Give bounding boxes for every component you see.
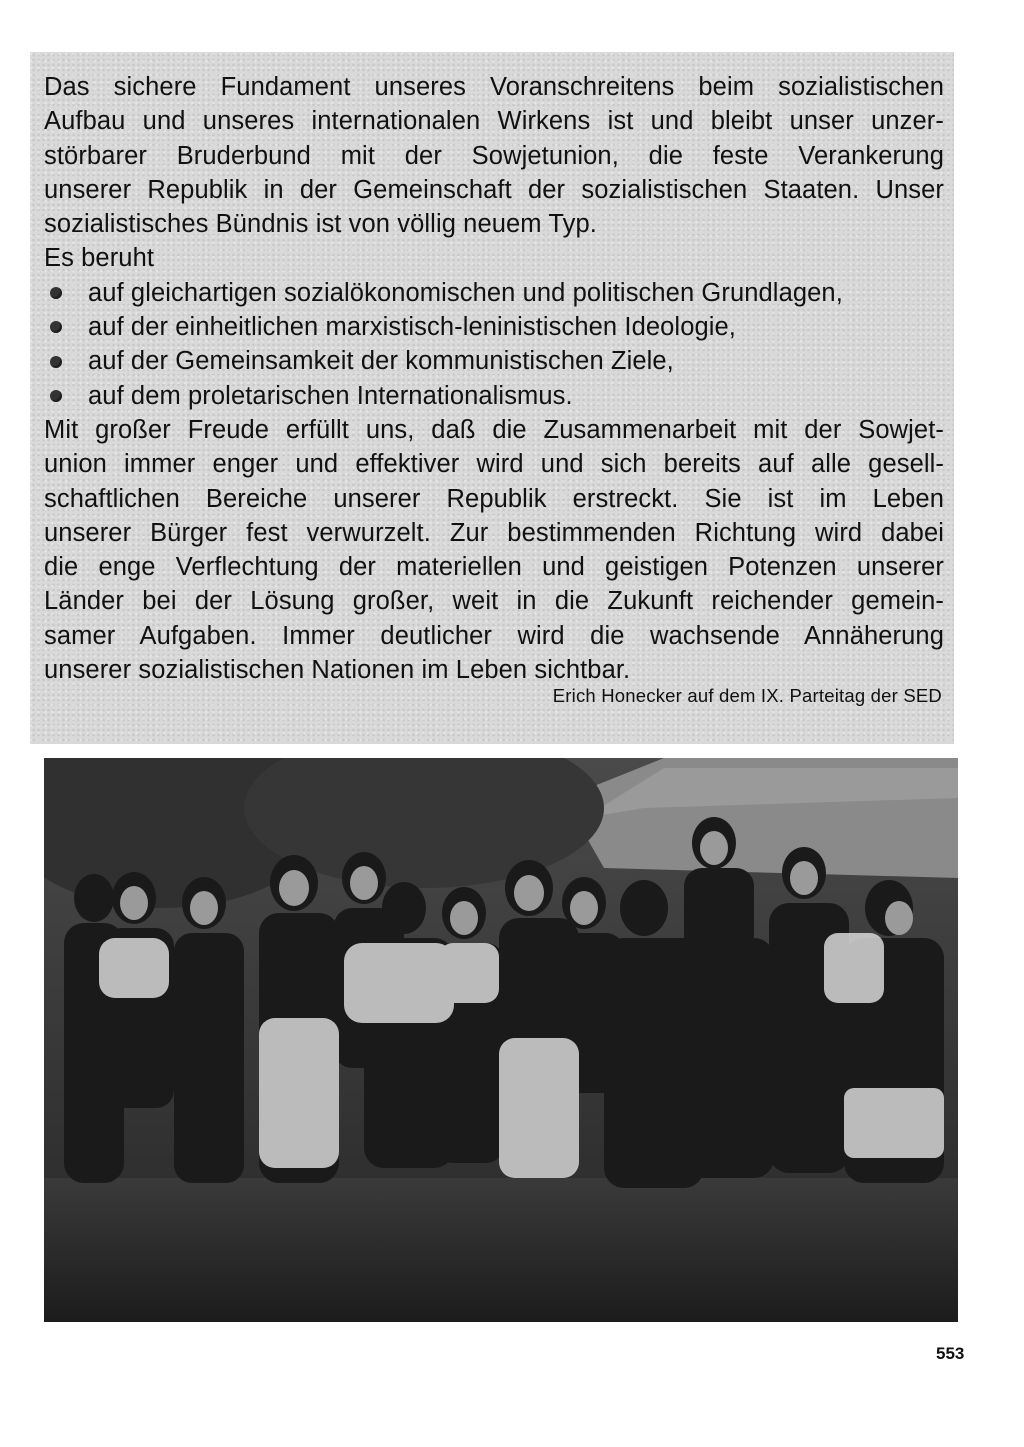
quote-line: unserer sozialistischen Nationen im Leben sichtbar. [44,656,631,685]
group-photo-illustration [44,758,958,1322]
list-intro: Es beruht [44,244,155,273]
quote-line: schaftlichen Bereiche unserer Republik erstreckt. Sie ist im Leben [44,484,944,513]
quote-text [44,70,944,687]
quote-line: unserer Republik in der Gemeinschaft der sozialistischen Staaten. Unser [44,175,944,204]
quote-line: Das sichere Fundament unseres Voranschreitens beim sozialistischen [44,73,944,101]
list-item [44,276,944,310]
bullet-icon [50,356,62,368]
list-item-text: auf der einheitlichen marxistisch-leninistischen Ideologie, [88,313,736,342]
page-number: 553 [936,1344,965,1363]
quote-line: die enge Verflechtung der materiellen und geistigen Potenzen unserer [44,553,944,582]
list-item-text: auf gleichartigen sozialökonomischen und politischen Grundlagen, [88,278,843,307]
quote-line: Aufbau und unseres internationalen Wirkens ist und bleibt unser unzer- [44,107,944,136]
quote-line: Mit großer Freude erfüllt uns, daß die Zusammenarbeit mit der Sowjet- [44,415,944,444]
bullet-icon [50,321,62,333]
quote-attribution: Erich Honecker auf dem IX. Parteitag der SED [552,685,942,706]
list-item-text: auf der Gemeinsamkeit der kommunistischen Ziele, [88,347,674,376]
group-photo [44,758,958,1322]
quote-line: union immer enger und effektiver wird und sich bereits auf alle gesell- [44,450,944,479]
list-item [44,379,944,413]
bullet-icon [50,287,62,299]
quote-line: Länder bei der Lösung großer, weit in die Zukunft reichender gemein- [44,587,944,616]
bullet-icon [50,390,62,402]
quote-line: unserer Bürger fest verwurzelt. Zur bestimmenden Richtung wird dabei [44,518,944,547]
quote-line: sozialistisches Bündnis ist von völlig neuem Typ. [44,210,597,239]
list-item [44,344,944,378]
list-item-text: auf dem proletarischen Internationalismus. [88,381,573,410]
list-item [44,310,944,344]
quote-line: störbarer Bruderbund mit der Sowjetunion, die feste Verankerung [44,141,944,170]
quote-line: samer Aufgaben. Immer deutlicher wird die wachsende Annäherung [44,621,944,650]
